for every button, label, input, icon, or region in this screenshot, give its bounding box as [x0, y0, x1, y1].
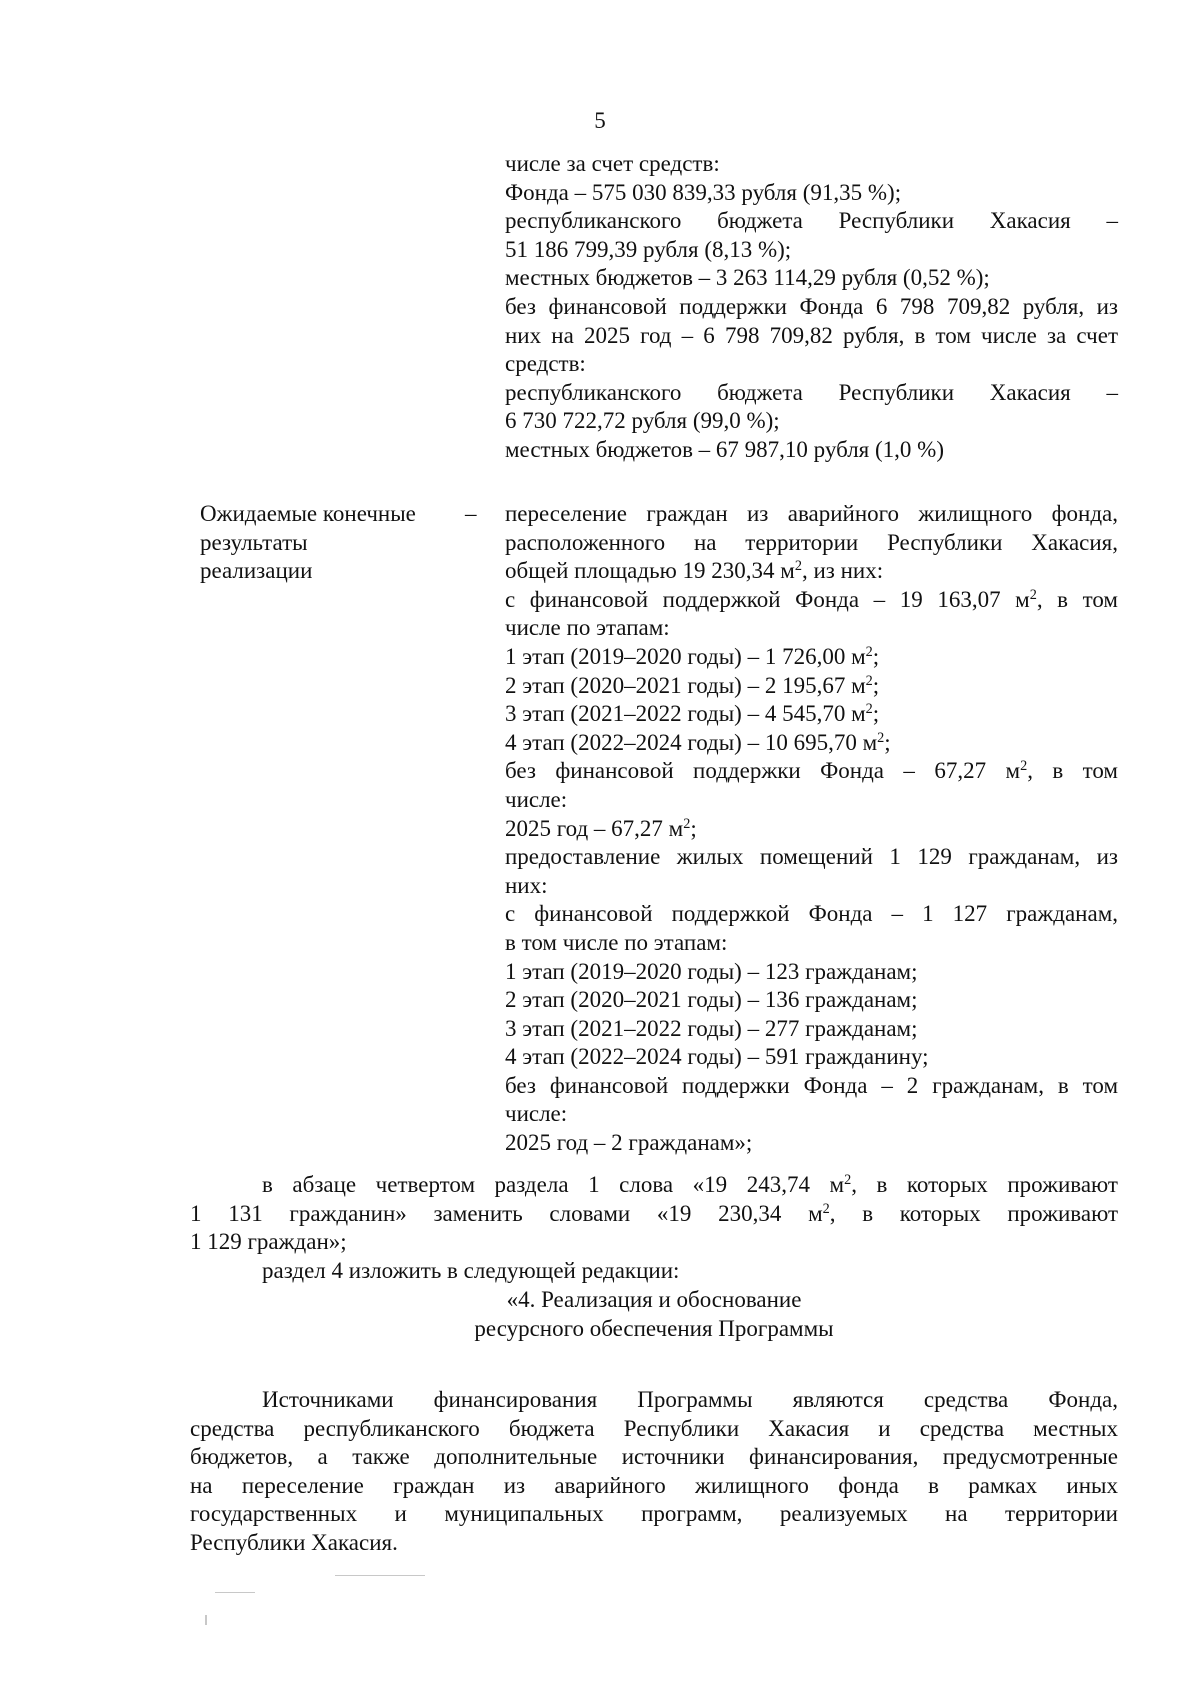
- financing-line: Фонда – 575 030 839,33 рубля (91,35 %);: [505, 179, 902, 205]
- heading-line: «4. Реализация и обоснование: [506, 1287, 802, 1312]
- results-line: 4 этап (2022–2024 годы) – 591 гражданину;: [505, 1044, 929, 1070]
- results-line: числе по этапам:: [505, 615, 670, 641]
- results-label-line: реализации: [200, 558, 313, 584]
- unit-base: м: [862, 729, 878, 755]
- paragraph-line: 1 129 граждан»;: [190, 1229, 347, 1255]
- results-label: [200, 500, 460, 586]
- unit-base: м: [851, 672, 866, 698]
- results-line: [505, 672, 1118, 701]
- financing-line: 51 186 799,39 рубля (8,13 %);: [505, 236, 792, 262]
- results-line: [505, 815, 1118, 844]
- financing-line: числе за счет средств:: [505, 151, 720, 176]
- paragraph-line: бюджетов, а также дополнительные источники финансирования, предусмотренные: [190, 1444, 1118, 1470]
- financing-block: [505, 150, 1118, 465]
- paragraph-line: Республики Хакасия.: [190, 1529, 398, 1555]
- text-fragment: , в которых проживают: [851, 1172, 1118, 1197]
- results-line: 2 этап (2020–2021 годы) – 136 гражданам;: [505, 987, 918, 1013]
- unit-sup: 2: [865, 644, 873, 661]
- unit-base: м: [780, 558, 795, 584]
- text-fragment: ;: [872, 643, 880, 669]
- results-line: них:: [505, 872, 548, 898]
- text-fragment: с финансовой поддержкой Фонда – 19 163,07: [505, 586, 1016, 612]
- financing-line: средств:: [505, 351, 586, 377]
- text-fragment: в абзаце четвертом раздела 1 слова «19 243,74: [262, 1172, 830, 1197]
- text-fragment: общей площадью 19 230,34: [505, 558, 781, 584]
- results-line: [505, 586, 1118, 615]
- text-fragment: 4 этап (2022–2024 годы) – 10 695,70: [505, 729, 863, 755]
- text-fragment: без финансовой поддержки Фонда – 67,27: [505, 758, 1006, 784]
- results-line: 2025 год – 2 гражданам»;: [505, 1130, 753, 1156]
- results-line: переселение граждан из аварийного жилищного фонда,: [505, 501, 1118, 526]
- unit-base: м: [851, 643, 866, 669]
- text-fragment: , в том: [1027, 758, 1118, 784]
- unit-base: м: [1005, 758, 1021, 784]
- unit-sup: 2: [822, 1200, 830, 1217]
- results-line: с финансовой поддержкой Фонда – 1 127 гражданам,: [505, 901, 1118, 927]
- unit-base: м: [829, 1172, 845, 1197]
- text-fragment: ;: [690, 815, 697, 841]
- financing-line: местных бюджетов – 3 263 114,29 рубля (0,52 %);: [505, 265, 990, 291]
- unit-sup: 2: [865, 701, 873, 718]
- paragraph-line: [190, 1171, 1118, 1200]
- text-fragment: 2 этап (2020–2021 годы) – 2 195,67: [505, 672, 852, 698]
- financing-line: республиканского бюджета Республики Хакасия –: [505, 379, 1118, 405]
- results-block: [505, 500, 1118, 1158]
- text-fragment: 1 131 гражданин» заменить словами «19 230,34: [190, 1200, 809, 1226]
- scan-artifact: [215, 1592, 255, 1593]
- results-line: 1 этап (2019–2020 годы) – 123 гражданам;: [505, 958, 918, 984]
- unit-sup: 2: [877, 729, 885, 746]
- scan-artifact: [335, 1575, 425, 1576]
- text-fragment: , в которых проживают: [829, 1200, 1118, 1226]
- paragraph-line: раздел 4 изложить в следующей редакции:: [262, 1257, 680, 1283]
- results-line: [505, 729, 1118, 758]
- scan-artifact: [205, 1615, 207, 1625]
- unit-sup: 2: [1020, 758, 1028, 775]
- sources-paragraph: [190, 1386, 1118, 1558]
- financing-line: местных бюджетов – 67 987,10 рубля (1,0 %): [505, 436, 944, 462]
- results-label-line: результаты: [200, 529, 308, 555]
- text-fragment: , из них:: [801, 558, 884, 584]
- results-label-line: Ожидаемые конечные: [200, 501, 416, 526]
- results-line: в том числе по этапам:: [505, 929, 728, 955]
- section-heading: [190, 1286, 1118, 1343]
- paragraph-line: средства республиканского бюджета Республики Хакасия и средства местных: [190, 1415, 1118, 1441]
- unit-sup: 2: [865, 672, 873, 689]
- results-line: [505, 700, 1118, 729]
- unit-sup: 2: [794, 558, 802, 575]
- paragraph-line: [190, 1200, 1118, 1229]
- unit-sup: 2: [844, 1172, 852, 1189]
- results-line: предоставление жилых помещений 1 129 гражданам, из: [505, 844, 1118, 870]
- results-line: расположенного на территории Республики Хакасия,: [505, 529, 1118, 555]
- results-line: [505, 557, 1118, 586]
- paragraph-line: на переселение граждан из аварийного жилищного фонда в рамках иных: [190, 1472, 1118, 1498]
- text-fragment: ;: [884, 729, 891, 755]
- amendment-paragraph: [190, 1171, 1118, 1285]
- text-fragment: , в том: [1036, 586, 1118, 612]
- results-line: числе:: [505, 1101, 568, 1127]
- financing-line: без финансовой поддержки Фонда 6 798 709,82 рубля, из: [505, 293, 1118, 319]
- heading-line: ресурсного обеспечения Программы: [474, 1315, 834, 1341]
- results-line: 3 этап (2021–2022 годы) – 277 гражданам;: [505, 1015, 918, 1041]
- label-dash: –: [465, 501, 477, 526]
- unit-base: м: [808, 1200, 823, 1226]
- text-fragment: ;: [872, 672, 880, 698]
- text-fragment: 2025 год – 67,27: [505, 815, 669, 841]
- text-fragment: 1 этап (2019–2020 годы) – 1 726,00: [505, 643, 852, 669]
- results-line: числе:: [505, 786, 568, 812]
- unit-base: м: [668, 815, 684, 841]
- page-number: 5: [594, 108, 606, 133]
- results-line: без финансовой поддержки Фонда – 2 гражданам, в том: [505, 1072, 1118, 1098]
- text-fragment: ;: [872, 701, 880, 727]
- results-line: [505, 757, 1118, 786]
- financing-line: 6 730 722,72 рубля (99,0 %);: [505, 408, 780, 434]
- financing-line: республиканского бюджета Республики Хакасия –: [505, 208, 1118, 234]
- unit-base: м: [1015, 586, 1030, 612]
- results-line: [505, 643, 1118, 672]
- unit-sup: 2: [683, 815, 691, 832]
- paragraph-line: Источниками финансирования Программы являются средства Фонда,: [262, 1387, 1118, 1412]
- unit-sup: 2: [1029, 586, 1037, 603]
- text-fragment: 3 этап (2021–2022 годы) – 4 545,70: [505, 701, 852, 727]
- unit-base: м: [851, 701, 866, 727]
- paragraph-line: государственных и муниципальных программ, реализуемых на территории: [190, 1501, 1118, 1527]
- financing-line: них на 2025 год – 6 798 709,82 рубля, в том числе за счет: [505, 322, 1118, 348]
